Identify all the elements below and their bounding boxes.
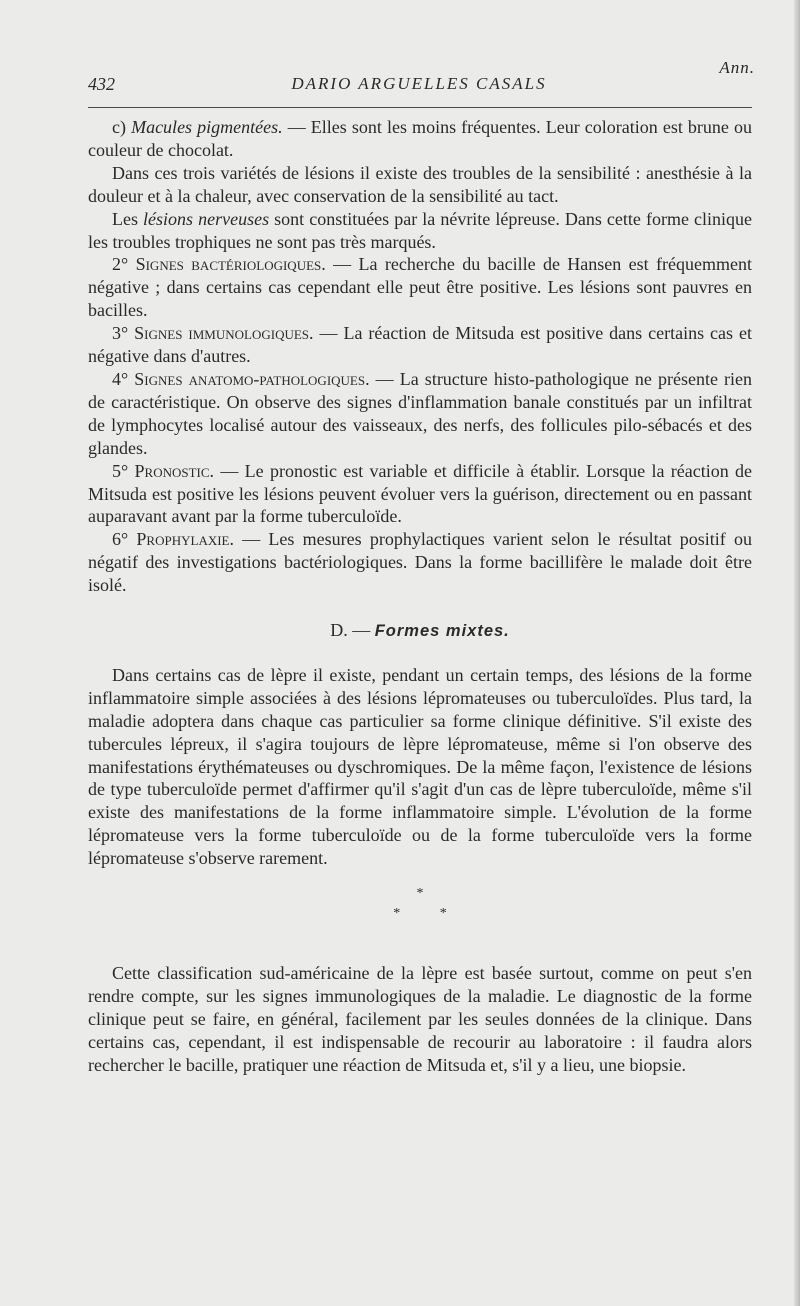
- paragraph-text: — Les mesures prophylactiques varient selon le résultat positif ou négatif des investigations bactériologiques. Dans la forme bacillifère le malade doit être isolé.: [88, 529, 753, 596]
- paragraph-classification-conclusion: [88, 962, 752, 1077]
- asterism-bottom: * *: [393, 906, 465, 922]
- corner-annotation: Ann.: [719, 58, 755, 77]
- paragraph-prophylaxie: [88, 528, 752, 597]
- italic-term: Macules pigmentées.: [131, 117, 283, 137]
- page-number: 432: [88, 74, 115, 94]
- page-header: [88, 74, 750, 104]
- small-caps-heading: Signes immunologiques.: [134, 323, 314, 344]
- paragraph-pronostic: [88, 460, 752, 529]
- small-caps-heading: Signes bactériologiques.: [135, 254, 326, 275]
- section-heading-formes-mixtes: [88, 619, 752, 643]
- paragraph-text: Dans certains cas de lèpre il existe, pendant un certain temps, des lésions de la forme inflammatoire simple associées à des lésions lépromateuses ou tuberculoïdes. Plus tard, la maladie adoptera dans chaque cas particulier sa forme clinique définitive. S'il existe des tubercules lépreux, il s'agira toujours de lèpre lépromateuse, même si l'on observe des manifestations érythémateuses ou dyschromiques. De la même façon, l'existence de lésions de type tuberculoïde permet d'affirmer qu'il s'agit d'un cas de lèpre tuberculoïde, même s'il existe des manifestations de la forme inflammatoire simple. L'évolution de la forme lépromateuse vers la forme tuberculoïde ou de la forme tuberculoïde vers la forme lépromateuse s'observe rarement.: [88, 664, 752, 869]
- paragraph-signes-immunologiques: [88, 322, 752, 368]
- paragraph-sensibilite: [88, 162, 752, 208]
- paragraph-text: sont constituées par la névrite lépreuse. Dans cette forme clinique les troubles trophiques ne sont pas très marqués.: [88, 208, 752, 252]
- paragraph-signes-anatomo-pathologiques: [88, 368, 752, 460]
- paragraph-signes-bacteriologiques: [88, 253, 752, 322]
- section-title: Formes mixtes.: [374, 622, 510, 641]
- italic-term: lésions nerveuses: [143, 208, 270, 229]
- item-number: 4°: [112, 368, 135, 389]
- paragraph-text: — La recherche du bacille de Hansen est fréquemment négative ; dans certains cas cependant elle peut être positive. Les lésions sont pauvres en bacilles.: [88, 254, 753, 321]
- item-number: 6°: [112, 529, 137, 550]
- paragraph-text: — Le pronostic est variable et difficile à établir. Lorsque la réaction de Mitsuda est positive les lésions peuvent évoluer vers la guérison, directement ou en passant auparavant avant par la forme tuberculoïde.: [88, 460, 753, 527]
- section-letter: D. —: [330, 620, 375, 641]
- small-caps-heading: Pronostic.: [134, 460, 215, 481]
- paragraph-lesions-nerveuses: [88, 208, 752, 254]
- paragraph-text: — Elles sont les moins fréquentes. Leur coloration est brune ou couleur de chocolat.: [88, 117, 752, 160]
- small-caps-heading: Prophylaxie.: [136, 529, 234, 550]
- asterism-top: *: [416, 886, 424, 902]
- item-label: c): [112, 117, 132, 137]
- paragraph-macules: [88, 116, 752, 162]
- paragraph-text: Dans ces trois variétés de lésions il existe des troubles de la sensibilité : anesthésie à la douleur et à la chaleur, avec conservation de la sensibilité au tact.: [88, 162, 752, 206]
- running-title: DARIO ARGUELLES CASALS: [291, 74, 547, 93]
- paragraph-formes-mixtes: [88, 664, 752, 870]
- item-number: 5°: [112, 460, 135, 481]
- body-text: [88, 116, 752, 1077]
- paragraph-text: — La structure histo-pathologique ne présente rien de caractéristique. On observe des signes d'inflammation banale constitués par un infiltrat de lymphocytes localisé autour des vaisseaux, des nerfs, des follicules pilo-sébacés et des glandes.: [88, 368, 753, 458]
- item-number: 2°: [112, 254, 136, 275]
- small-caps-heading: Signes anatomo-pathologiques.: [134, 368, 370, 389]
- paragraph-text: — La réaction de Mitsuda est positive dans certains cas et négative dans d'autres.: [88, 323, 752, 367]
- asterism-separator: [88, 884, 752, 924]
- paragraph-text: Cette classification sud-américaine de la lèpre est basée surtout, comme on peut s'en rendre compte, sur les signes immunologiques de la maladie. Le diagnostic de la forme clinique peut se faire, en général, facilement par les seules données de la clinique. Dans certains cas, cependant, il est indispensable de recourir au laboratoire : il faudra alors rechercher le bacille, pratiquer une réaction de Mitsuda et, s'il y a lieu, une biopsie.: [88, 963, 752, 1075]
- paragraph-lead: Les: [112, 208, 144, 229]
- header-rule: [88, 107, 752, 108]
- page-edge-shadow: [794, 0, 800, 1306]
- item-number: 3°: [112, 323, 135, 344]
